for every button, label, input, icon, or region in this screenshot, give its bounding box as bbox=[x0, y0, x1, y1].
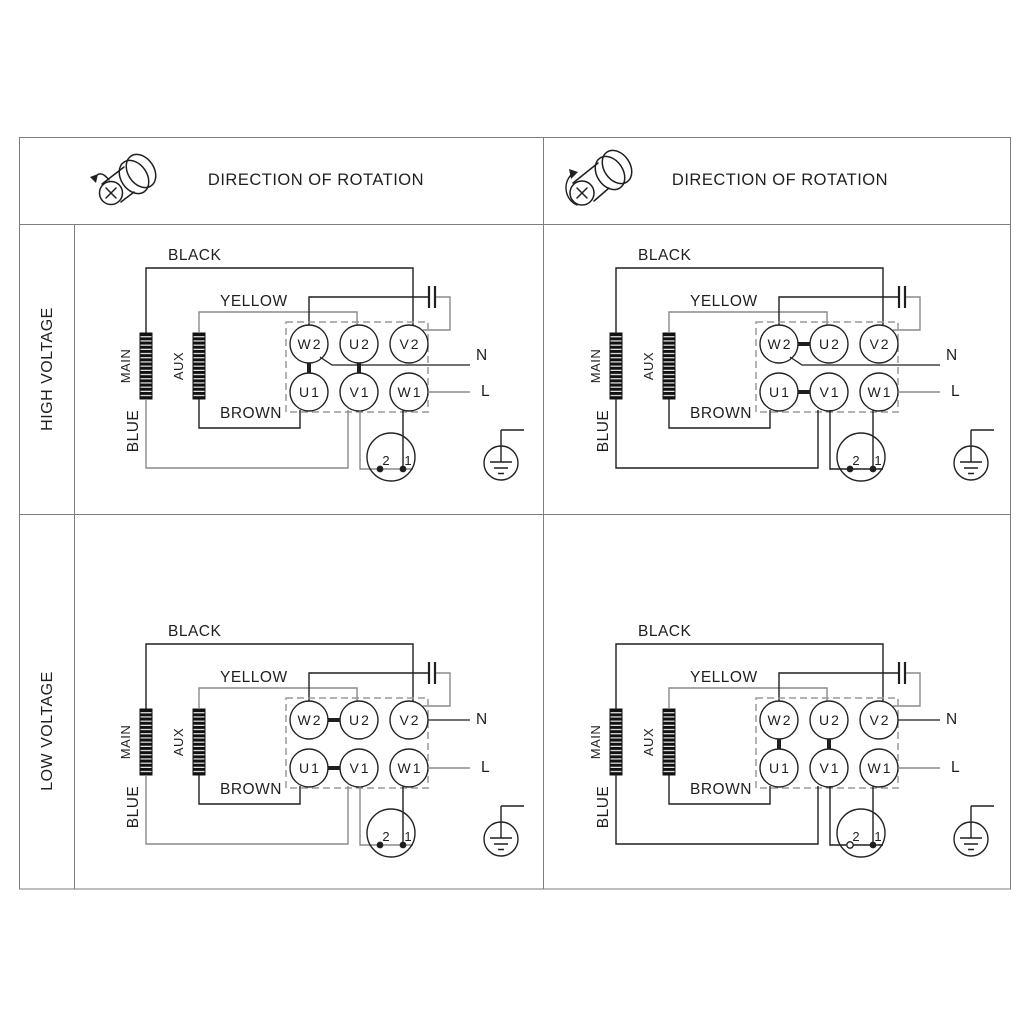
main-coil-label: MAIN bbox=[588, 348, 603, 384]
terminal-label-w1: W1 bbox=[397, 384, 423, 400]
ground-bars bbox=[490, 430, 524, 474]
terminal-label-u1: U1 bbox=[299, 760, 321, 776]
aux-coil-label: AUX bbox=[171, 351, 186, 381]
ground-icon bbox=[954, 430, 994, 480]
capacitor-lead-w2 bbox=[779, 673, 898, 701]
blue-wire-label: BLUE bbox=[595, 785, 612, 829]
main-winding-coil bbox=[610, 333, 622, 399]
quadrant-high-voltage-right bbox=[588, 247, 994, 481]
capacitor-lead-w2 bbox=[309, 297, 428, 325]
quadrant-high-voltage-left bbox=[118, 247, 524, 481]
live-label: L bbox=[951, 759, 961, 776]
main-coil-label: MAIN bbox=[588, 724, 603, 760]
row-label-low-voltage: LOW VOLTAGE bbox=[39, 671, 56, 791]
terminal-label-v1: V1 bbox=[819, 384, 841, 400]
plug-pin-1-label: 1 bbox=[874, 829, 882, 844]
header-title-left: DIRECTION OF ROTATION bbox=[207, 171, 425, 189]
ground-bars bbox=[960, 806, 994, 850]
blue-wire-label: BLUE bbox=[125, 785, 142, 829]
terminal-label-u2: U2 bbox=[349, 336, 371, 352]
plug-pin-1-label: 1 bbox=[404, 453, 412, 468]
black-wire-label: BLACK bbox=[168, 623, 222, 640]
capacitor-lead-v2 bbox=[893, 673, 920, 706]
plug-pin-2-label: 2 bbox=[382, 453, 390, 468]
capacitor-lead-v2 bbox=[423, 297, 450, 330]
capacitor-lead-w2 bbox=[779, 297, 898, 325]
main-coil-label: MAIN bbox=[118, 348, 133, 384]
terminal-label-w2: W2 bbox=[767, 712, 793, 728]
live-label: L bbox=[481, 759, 491, 776]
yellow-wire-label: YELLOW bbox=[690, 293, 758, 310]
black-wire-label: BLACK bbox=[638, 247, 692, 264]
live-label: L bbox=[481, 383, 491, 400]
main-coil-label: MAIN bbox=[118, 724, 133, 760]
terminal-label-v1: V1 bbox=[819, 760, 841, 776]
neutral-label: N bbox=[476, 711, 488, 728]
terminal-label-w2: W2 bbox=[297, 336, 323, 352]
brown-wire-label: BROWN bbox=[690, 781, 752, 798]
neutral-label: N bbox=[476, 347, 488, 364]
quadrant-low-voltage-right bbox=[588, 623, 994, 857]
terminal-label-w1: W1 bbox=[397, 760, 423, 776]
aux-coil-label: AUX bbox=[641, 727, 656, 757]
terminal-label-w1: W1 bbox=[867, 384, 893, 400]
brown-wire-label: BROWN bbox=[220, 781, 282, 798]
blue-wire-label: BLUE bbox=[125, 409, 142, 453]
yellow-wire-label: YELLOW bbox=[220, 669, 288, 686]
brown-wire-label: BROWN bbox=[220, 405, 282, 422]
ground-icon bbox=[954, 806, 994, 856]
main-winding-coil bbox=[140, 333, 152, 399]
brown-wire-label: BROWN bbox=[690, 405, 752, 422]
plug-pin-1-label: 1 bbox=[404, 829, 412, 844]
terminal-label-u1: U1 bbox=[769, 384, 791, 400]
ground-icon bbox=[484, 430, 524, 480]
terminal-label-u2: U2 bbox=[819, 336, 841, 352]
main-winding-coil bbox=[140, 709, 152, 775]
motor-rotation-ccw-icon bbox=[90, 149, 162, 205]
terminal-label-u2: U2 bbox=[819, 712, 841, 728]
terminal-label-v1: V1 bbox=[349, 760, 371, 776]
blue-wire-label: BLUE bbox=[595, 409, 612, 453]
aux-winding-coil bbox=[663, 709, 675, 775]
terminal-label-v2: V2 bbox=[869, 712, 891, 728]
terminal-label-w2: W2 bbox=[297, 712, 323, 728]
terminal-label-v2: V2 bbox=[399, 712, 421, 728]
terminal-label-u1: U1 bbox=[769, 760, 791, 776]
capacitor-lead-v2 bbox=[423, 673, 450, 706]
yellow-wire-label: YELLOW bbox=[220, 293, 288, 310]
live-label: L bbox=[951, 383, 961, 400]
terminal-label-v1: V1 bbox=[349, 384, 371, 400]
black-wire-label: BLACK bbox=[168, 247, 222, 264]
header-title-right: DIRECTION OF ROTATION bbox=[671, 171, 889, 189]
plug-pin-2-label: 2 bbox=[382, 829, 390, 844]
neutral-wire bbox=[790, 357, 940, 365]
neutral-label: N bbox=[946, 711, 958, 728]
main-winding-coil bbox=[610, 709, 622, 775]
terminal-label-u1: U1 bbox=[299, 384, 321, 400]
neutral-label: N bbox=[946, 347, 958, 364]
plug-pin-2-label: 2 bbox=[852, 453, 860, 468]
terminal-label-v2: V2 bbox=[869, 336, 891, 352]
quadrant-low-voltage-left bbox=[118, 623, 524, 857]
motor-rotation-cw-icon bbox=[566, 145, 638, 205]
terminal-label-w1: W1 bbox=[867, 760, 893, 776]
yellow-wire-label: YELLOW bbox=[690, 669, 758, 686]
aux-winding-coil bbox=[193, 333, 205, 399]
capacitor-lead-w2 bbox=[309, 673, 428, 701]
row-label-high-voltage: HIGH VOLTAGE bbox=[39, 307, 56, 431]
aux-winding-coil bbox=[193, 709, 205, 775]
capacitor-lead-v2 bbox=[893, 297, 920, 330]
aux-coil-label: AUX bbox=[171, 727, 186, 757]
black-wire-label: BLACK bbox=[638, 623, 692, 640]
plug-pin-1-label: 1 bbox=[874, 453, 882, 468]
terminal-label-w2: W2 bbox=[767, 336, 793, 352]
terminal-label-v2: V2 bbox=[399, 336, 421, 352]
ground-icon bbox=[484, 806, 524, 856]
ground-bars bbox=[960, 430, 994, 474]
ground-bars bbox=[490, 806, 524, 850]
neutral-wire bbox=[320, 357, 470, 365]
plug-pin-2-label: 2 bbox=[852, 829, 860, 844]
terminal-label-u2: U2 bbox=[349, 712, 371, 728]
aux-coil-label: AUX bbox=[641, 351, 656, 381]
aux-winding-coil bbox=[663, 333, 675, 399]
